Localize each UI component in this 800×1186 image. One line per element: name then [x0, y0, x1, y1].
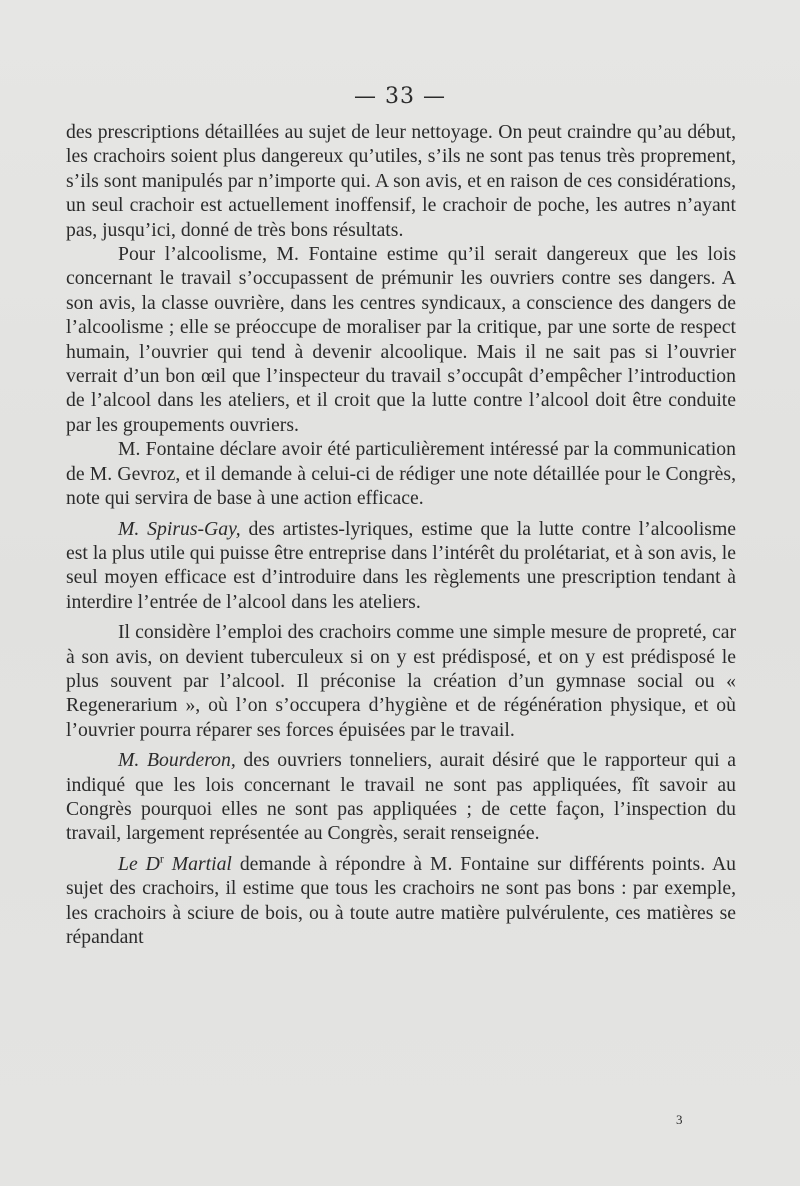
speaker-title: Le D — [118, 852, 160, 875]
paragraph-text: des artistes-lyriques, estime que la lutte contre l’alcoolisme est la plus utile qui puisse être entreprise dans l’intérêt du prolétariat, et à son avis, le seul moyen efficace est d’introduire dans les règlements une prescription tendant à interdire l’entrée de l’alcool dans les ateliers. — [66, 517, 736, 613]
paragraph — [66, 517, 736, 615]
speaker-name: Martial — [163, 852, 232, 875]
speaker-title-superscript: r — [159, 851, 164, 866]
speaker-name: M. Spirus-Gay, — [118, 517, 241, 540]
signature-mark: 3 — [676, 1112, 683, 1127]
paragraph-text: demande à répondre à M. Fontaine sur différents points. Au sujet des crachoirs, il estime que tous les crachoirs ne sont pas bons : par exemple, les crachoirs à sciure de bois, ou à toute autre matière pulvérulente, ces matières se répandant — [66, 852, 736, 948]
paragraph: M. Fontaine déclare avoir été particulièrement intéressé par la communication de M. Gevroz, et il demande à celui-ci de rédiger une note détaillée pour le Congrès, note qui servira de base à une action efficace. — [66, 438, 736, 510]
body-text — [66, 120, 736, 949]
paragraph: Pour l’alcoolisme, M. Fontaine estime qu’il serait dangereux que les lois concernant le travail s’occupassent de prémunir les ouvriers contre ses dangers. A son avis, la classe ouvrière, dans les centres syndicaux, a conscience des dangers de l’alcoolisme ; elle se préoccupe de moraliser par la critique, par une sorte de respect humain, l’ouvrier qui tend à devenir alcoolique. Mais il ne sait pas si l’ouvrier verrait d’un bon œil que l’inspecteur du travail s’occupât d’empêcher l’introduction de l’alcool dans les ateliers, et il croit que la lutte contre l’alcool doit être conduite par les groupements ouvriers. — [66, 243, 736, 436]
paragraph: des prescriptions détaillées au sujet de leur nettoyage. On peut craindre qu’au début, les crachoirs soient plus dangereux qu’utiles, s’ils ne sont pas tenus très proprement, s’ils sont manipulés par n’importe qui. A son avis, et en raison de ces considérations, un seul crachoir est actuellement inoffensif, le crachoir de poche, les autres n’ayant pas, jusqu’ici, donné de très bons résultats. — [66, 121, 736, 241]
paragraph: Il considère l’emploi des crachoirs comme une simple mesure de propreté, car à son avis, on devient tuberculeux si on y est prédisposé, et on y est prédisposé le plus souvent par l’alcool. Il préconise la création d’un gymnase social ou « Regenerarium », où l’on s’occupera d’hygiène et de régénération physique, et où l’ouvrier pourra réparer ses forces épuisées par le travail. — [66, 621, 736, 741]
paragraph — [66, 748, 736, 846]
speaker-name: M. Bourderon, — [118, 749, 236, 772]
paragraph-text: des ouvriers tonneliers, aurait désiré que le rapporteur qui a indiqué que les lois concernant le travail ne sont pas appliquées, fît savoir au Congrès pourquoi elles ne sont pas appliquées ; de cette façon, l’inspection du travail, largement représentée au Congrès, serait renseignée. — [66, 749, 736, 845]
page-number: — 33 — — [354, 84, 446, 109]
paragraph — [66, 852, 736, 950]
